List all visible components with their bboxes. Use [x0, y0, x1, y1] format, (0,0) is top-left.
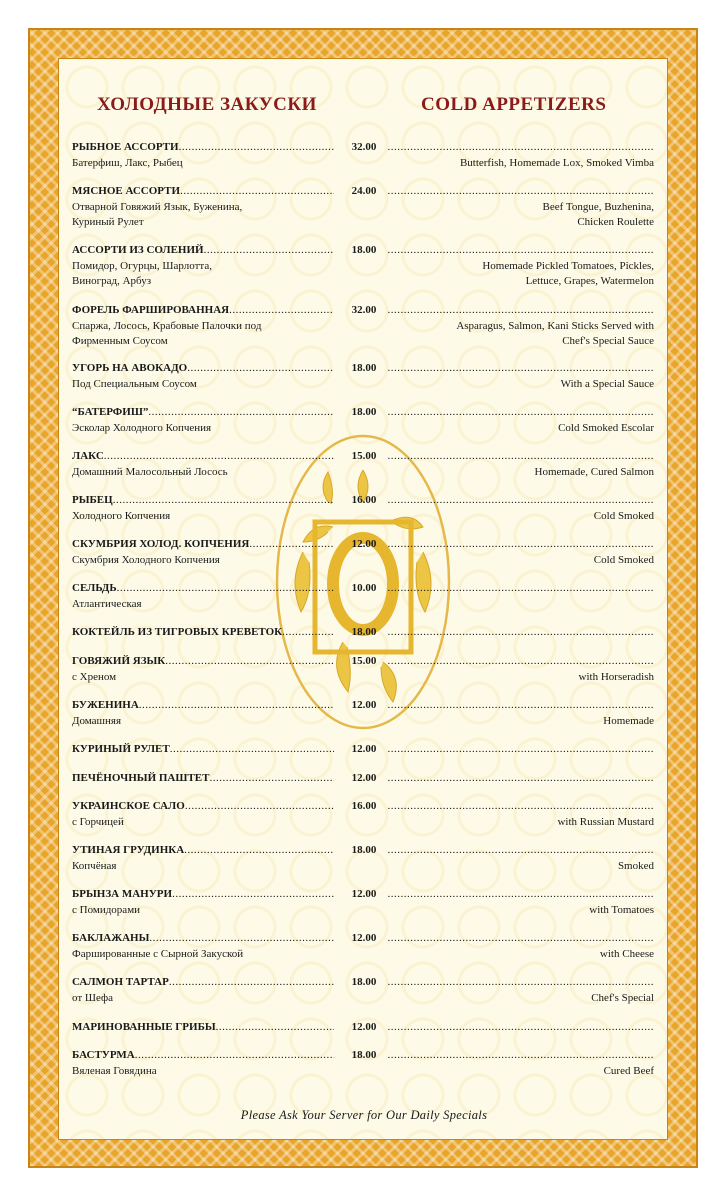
item-price: 18.00 — [351, 406, 377, 418]
item-price: 18.00 — [351, 844, 377, 856]
item-name-english — [388, 244, 654, 256]
item-name-russian: КУРИНЫЙ РУЛЕТ ..... — [72, 743, 334, 755]
item-price: 24.00 — [351, 185, 377, 197]
item-price: 15.00 — [351, 450, 377, 462]
item-price: 12.00 — [351, 932, 377, 944]
item-description-russian: с Хреном — [72, 671, 117, 683]
item-description-english: Beef Tongue, Buzhenina, Chicken Roulette — [542, 201, 654, 228]
item-name-russian: ПЕЧЁНОЧНЫЙ ПАШТЕТ ..... — [72, 772, 334, 784]
item-name-russian: БАСТУРМА ..... — [72, 1049, 334, 1061]
item-name-russian: СЕЛЬДЬ ..... — [72, 582, 334, 594]
item-name-russian: БАКЛАЖАНЫ ..... — [72, 932, 334, 944]
menu-item — [72, 538, 656, 566]
item-name-russian: МЯСНОЕ АССОРТИ ..... — [72, 185, 334, 197]
item-description-english: Homemade — [603, 715, 654, 727]
item-name-russian: САЛМОН ТАРТАР ..... — [72, 976, 334, 988]
item-name-english — [388, 141, 654, 153]
item-name-russian: УГОРЬ НА АВОКАДО ..... — [72, 362, 334, 374]
item-description-russian: Атлантическая — [72, 598, 142, 610]
item-price: 12.00 — [351, 888, 377, 900]
menu-item — [72, 976, 656, 1004]
menu-item — [72, 362, 656, 390]
menu-item — [72, 244, 656, 287]
item-name-english — [388, 626, 654, 638]
item-price: 18.00 — [351, 976, 377, 988]
item-description-english: Asparagus, Salmon, Kani Sticks Served with Chef's Special Sauce — [456, 320, 654, 347]
item-description-russian: Батерфиш, Лакс, Рыбец — [72, 157, 183, 169]
item-name-english — [388, 304, 654, 316]
item-description-english: with Tomatoes — [589, 904, 654, 916]
item-description-english: Chef's Special — [591, 992, 654, 1004]
item-name-english — [388, 538, 654, 550]
item-price: 16.00 — [351, 494, 377, 506]
item-description-english: With a Special Sauce — [560, 378, 654, 390]
item-description-russian: Домашний Малосольный Лосось — [72, 466, 228, 478]
item-price: 32.00 — [351, 304, 377, 316]
item-name-russian: РЫБНОЕ АССОРТИ ..... — [72, 141, 334, 153]
menu-item — [72, 304, 656, 347]
item-description-russian: Эсколар Холодного Копчения — [72, 422, 212, 434]
menu-item — [72, 655, 656, 683]
item-description-english: with Cheese — [599, 948, 654, 960]
menu-item — [72, 743, 656, 758]
item-name-russian: БУЖЕНИНА ..... — [72, 699, 334, 711]
item-description-russian: Вяленая Говядина — [72, 1065, 157, 1077]
menu-item — [72, 844, 656, 872]
item-description-english: with Horseradish — [578, 671, 654, 683]
item-description-russian: от Шефа — [72, 992, 114, 1004]
item-name-russian: БРЫНЗА МАНУРИ ..... — [72, 888, 334, 900]
menu-item — [72, 800, 656, 828]
item-description-russian: Помидор, Огурцы, Шарлотта, Виноград, Арбуз — [72, 260, 212, 287]
item-name-english — [388, 800, 654, 812]
heading-english: COLD APPETIZERS — [421, 94, 607, 115]
item-price: 32.00 — [351, 141, 377, 153]
item-price: 12.00 — [351, 743, 377, 755]
item-description-russian: Домашняя — [72, 715, 122, 727]
menu-item — [72, 1049, 656, 1077]
menu-item — [72, 494, 656, 522]
item-price: 12.00 — [351, 538, 377, 550]
item-description-english: with Russian Mustard — [557, 816, 654, 828]
menu-item — [72, 185, 656, 228]
item-price: 12.00 — [351, 772, 377, 784]
item-name-russian: УТИНАЯ ГРУДИНКА ..... — [72, 844, 334, 856]
item-name-russian: МАРИНОВАННЫЕ ГРИБЫ ..... — [72, 1021, 334, 1033]
item-price: 12.00 — [351, 699, 377, 711]
item-name-english — [388, 1021, 654, 1033]
item-name-english — [388, 406, 654, 418]
item-price: 10.00 — [351, 582, 377, 594]
item-price: 18.00 — [351, 1049, 377, 1061]
footer-note: Please Ask Your Server for Our Daily Specials — [240, 1108, 488, 1122]
item-description-russian: Скумбрия Холодного Копчения — [72, 554, 220, 566]
item-description-english: Homemade, Cured Salmon — [534, 466, 654, 478]
menu-item — [72, 141, 656, 169]
item-description-english: Cold Smoked Escolar — [558, 422, 654, 434]
item-description-russian: Спаржа, Лосось, Крабовые Палочки под Фирменным Соусом — [72, 320, 262, 347]
menu-item — [72, 406, 656, 434]
item-description-english: Smoked — [617, 860, 654, 872]
item-name-russian: АССОРТИ ИЗ СОЛЕНИЙ ..... — [72, 244, 334, 256]
item-name-english — [388, 450, 654, 462]
item-description-russian: Холодного Копчения — [72, 510, 171, 522]
item-name-english — [388, 494, 654, 506]
menu-item — [72, 626, 656, 641]
item-description-russian: Отварной Говяжий Язык, Буженина, Куриный Рулет — [72, 201, 243, 228]
item-name-english — [388, 362, 654, 374]
item-description-russian: с Помидорами — [72, 904, 141, 916]
item-price: 15.00 — [351, 655, 377, 667]
menu-item — [72, 932, 656, 960]
heading-russian: ХОЛОДНЫЕ ЗАКУСКИ — [97, 94, 317, 115]
item-name-english — [388, 582, 654, 594]
item-name-english — [388, 772, 654, 784]
item-description-russian: с Горчицей — [72, 816, 124, 828]
item-name-english — [388, 976, 654, 988]
menu-item — [72, 582, 656, 610]
item-name-english — [388, 844, 654, 856]
item-description-english: Cured Beef — [603, 1065, 654, 1077]
item-name-russian: КОКТЕЙЛЬ ИЗ ТИГРОВЫХ КРЕВЕТОК ..... — [72, 626, 334, 638]
item-name-russian: ГОВЯЖИЙ ЯЗЫК ..... — [72, 655, 334, 667]
item-price: 18.00 — [351, 362, 377, 374]
item-price: 18.00 — [351, 626, 377, 638]
item-description-russian: Копчёная — [72, 860, 117, 872]
item-price: 16.00 — [351, 800, 377, 812]
item-name-english — [388, 743, 654, 755]
item-description-russian: Фаршированные с Сырной Закуской — [72, 948, 244, 960]
item-description-english: Cold Smoked — [593, 554, 654, 566]
item-description-russian: Под Специальным Соусом — [72, 378, 197, 390]
menu-item — [72, 1021, 656, 1036]
menu-item — [72, 772, 656, 787]
item-description-english: Homemade Pickled Tomatoes, Pickles, Lettuce, Grapes, Watermelon — [482, 260, 654, 287]
item-name-english — [388, 655, 654, 667]
item-description-english: Butterfish, Homemade Lox, Smoked Vimba — [459, 157, 654, 169]
item-name-russian: СКУМБРИЯ ХОЛОД. КОПЧЕНИЯ ..... — [72, 538, 334, 550]
menu-item — [72, 450, 656, 478]
item-price: 18.00 — [351, 244, 377, 256]
item-price: 12.00 — [351, 1021, 377, 1033]
item-name-english — [388, 888, 654, 900]
item-name-english — [388, 932, 654, 944]
item-name-english — [388, 185, 654, 197]
item-description-english: Cold Smoked — [593, 510, 654, 522]
item-name-russian: ЛАКС ..... — [72, 450, 334, 462]
item-name-russian: ФОРЕЛЬ ФАРШИРОВАННАЯ ..... — [72, 304, 334, 316]
item-name-english — [388, 699, 654, 711]
item-name-russian: “БАТЕРФИШ” ..... — [72, 406, 334, 418]
item-name-russian: РЫБЕЦ ..... — [72, 494, 334, 506]
item-name-russian: УКРАИНСКОЕ САЛО ..... — [72, 800, 334, 812]
menu-item — [72, 699, 656, 727]
menu-item — [72, 888, 656, 916]
item-name-english — [388, 1049, 654, 1061]
